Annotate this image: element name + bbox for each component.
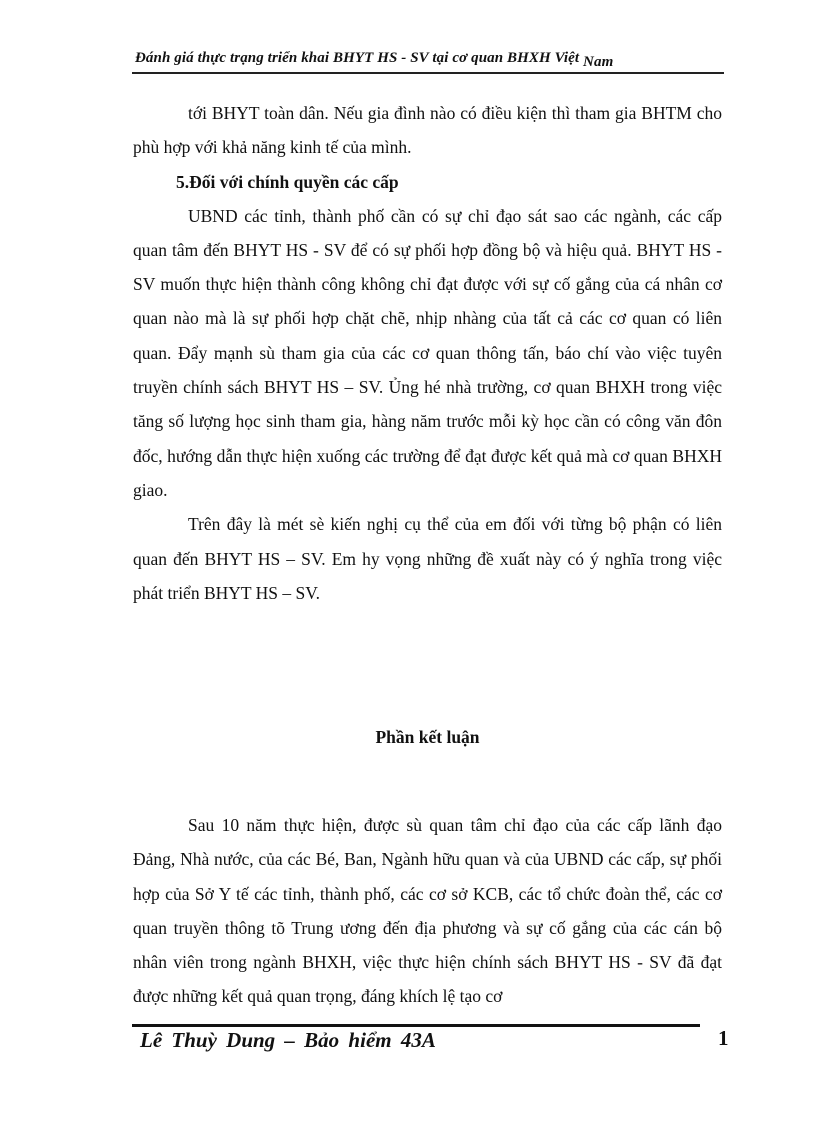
conclusion-heading: Phần kết luận [375,727,480,747]
conclusion-text [133,808,722,1014]
header-divider [132,72,724,74]
running-header [135,50,725,70]
header-title: Đánh giá thực trạng triển khai BHYT HS - SV tại cơ quan BHXH Việt [135,50,580,66]
body-text [133,96,722,610]
footer-author: Lê Thuỳ Dung – Bảo hiểm 43A [140,1028,436,1052]
footer-divider [132,1024,700,1027]
paragraph: Trên đây là mét sè kiến nghị cụ thể của em đối với từng bộ phận có liên quan đến BHYT HS – SV. Em hy vọng những đề xuất này có ý nghĩa trong việc phát triển BHYT HS – SV. [133,514,722,603]
section-heading: 5.Đối với chính quyền các cấp [176,171,399,192]
paragraph: Sau 10 năm thực hiện, được sù quan tâm chỉ đạo của các cấp lãnh đạo Đảng, Nhà nước, của các Bé, Ban, Ngành hữu quan và của UBND các cấp, sự phối hợp của Sở Y tế các tỉnh, thành phố, các cơ sở KCB, các tổ chức đoàn thể, các cơ quan truyền thông tõ Trung ương đến địa phương và sự cố gắng của các cán bộ nhân viên trong ngành BHXH, việc thực hiện chính sách BHYT HS - SV đã đạt được những kết quả quan trọng, đáng khích lệ tạo cơ [133,815,722,1007]
page-number: 1 [718,1026,729,1050]
paragraph: UBND các tỉnh, thành phố cần có sự chỉ đạo sát sao các ngành, các cấp quan tâm đến BHYT HS - SV để có sự phối hợp đồng bộ và hiệu quả. BHYT HS - SV muốn thực hiện thành công không chỉ đạt được với sự cố gắng của cá nhân cơ quan nào mà là sự phối hợp chặt chẽ, nhịp nhàng của tất cả các cơ quan có liên quan. Đẩy mạnh sù tham gia của các cơ quan thông tấn, báo chí vào việc tuyên truyền chính sách BHYT HS – SV. Ủng hé nhà trường, cơ quan BHXH trong việc tăng số lượng học sinh tham gia, hàng năm trước mỗi kỳ học cần có công văn đôn đốc, hướng dẫn thực hiện xuống các trường để đạt được kết quả mà cơ quan BHXH giao. [133,205,722,500]
paragraph-continuation: tới BHYT toàn dân. Nếu gia đình nào có điều kiện thì tham gia BHTM cho phù hợp với khả năng kinh tế của mình. [133,103,722,158]
header-title-tail: Nam [583,54,614,70]
